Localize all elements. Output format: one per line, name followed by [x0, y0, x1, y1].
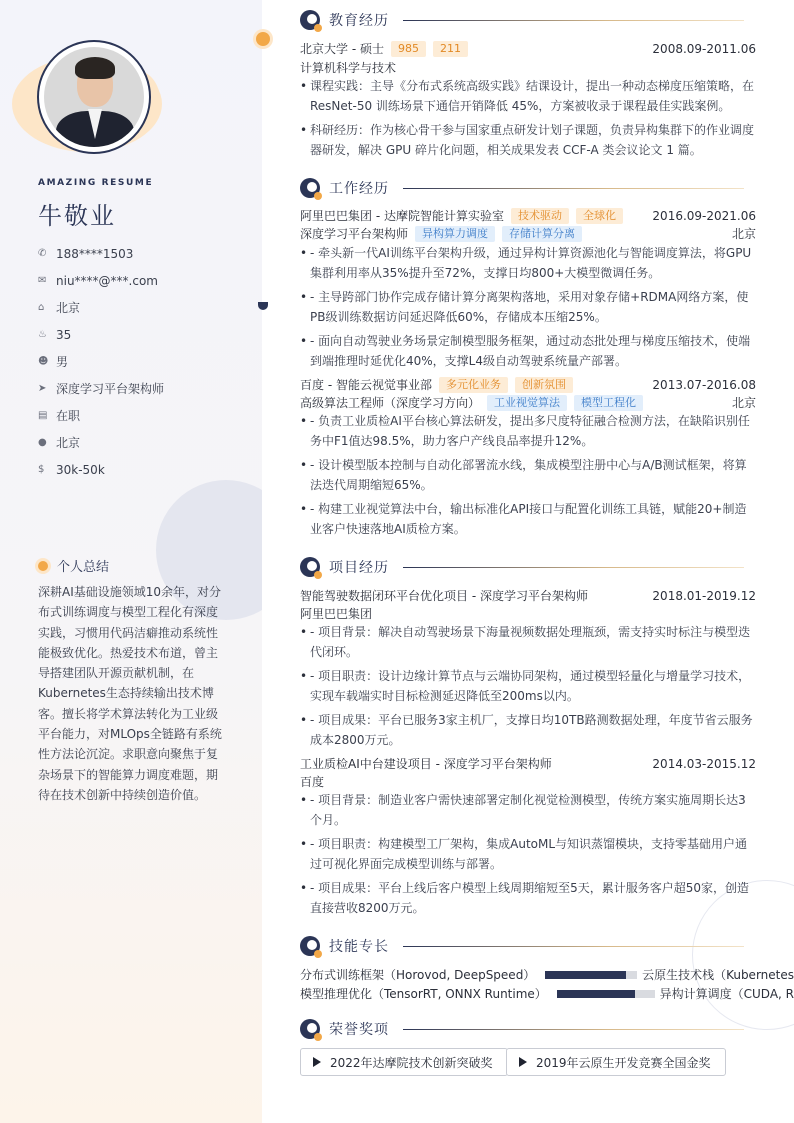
skill-name: 模型推理优化（TensorRT, ONNX Runtime）: [300, 987, 547, 1001]
list-item: • 课程实践：主导《分布式系统高级实践》结课设计，提出一种动态梯度压缩策略，在ResNet-50 训练场景下通信开销降低 45%，方案被收录于课程最佳实践案例。: [300, 76, 756, 116]
resume-tagline: AMAZING RESUME: [38, 178, 154, 188]
section-icon: [300, 936, 320, 956]
info-position: [38, 375, 164, 402]
summary-heading: [38, 556, 109, 575]
education-major-row: [300, 59, 756, 76]
section-divider: [403, 20, 744, 21]
info-text: niu****@***.com: [56, 273, 158, 288]
project-name-row: [300, 587, 756, 604]
summary-text: 深耕AI基础设施领域10余年，对分布式训练调度与模型工程化有深度实践，习惯用代码洁癖推动系统性能极致优化。热爱技术布道，曾主导搭建团队开源贡献机制，在Kubernetes生态持续输出技术博客。擅长将学术算法转化为工业级平台能力，对MLOps全链路有系统性方法论沉淀。求职意向聚焦于复杂场景下的智能算力调度难题，期待在技术创新中持续创造价值。: [38, 585, 222, 802]
phone-icon: ✆: [38, 248, 47, 259]
list-item: • - 设计模型版本控制与自动化部署流水线，集成模型注册中心与A/B测试框架，将算法迭代周期缩短65%。: [300, 455, 756, 495]
company-name: 百度 - 智能云视觉事业部: [300, 378, 432, 392]
job-period: 2013.07-2016.08: [652, 377, 756, 392]
cake-icon: ♨: [38, 329, 47, 340]
tag-badge: 模型工程化: [574, 395, 643, 411]
section-awards-header: [300, 1019, 744, 1039]
list-item: • - 主导跨部门协作完成存储计算分离架构落地，采用对象存储+RDMA网络方案，使PB级训练数据访问延迟降低60%，存储成本压缩25%。: [300, 287, 756, 327]
skill-level-fill: [557, 990, 635, 998]
company-name: 阿里巴巴集团 - 达摩院智能计算实验室: [300, 209, 504, 223]
job-role: 高级算法工程师（深度学习方向）: [300, 396, 481, 410]
major: 计算机科学与技术: [300, 61, 397, 75]
list-item: • - 项目职责：构建模型工厂架构，集成AutoML与知识蒸馏模块，支持零基础用户通过可视化界面完成模型训练与部署。: [300, 834, 756, 874]
section-title: 荣誉奖项: [329, 1022, 389, 1038]
info-status: [38, 402, 164, 429]
project-org-row: [300, 773, 756, 790]
list-item: • - 项目背景：制造业客户需快速部署定制化视觉检测模型，传统方案实施周期长达3个月。: [300, 790, 756, 830]
section-title: 项目经历: [329, 560, 389, 576]
mail-icon: ✉: [38, 275, 47, 286]
list-item: • - 负责工业质检AI平台核心算法研发，提出多尺度特征融合检测方法，在缺陷识别任务中F1值达98.5%，助力客户产线良品率提升12%。: [300, 411, 756, 451]
info-text: 在职: [56, 409, 81, 423]
list-item: • - 项目成果：平台已服务3家主机厂，支撑日均10TB路测数据处理，年度节省云服务成本2800万元。: [300, 710, 756, 750]
info-phone: [38, 240, 164, 267]
info-text: 30k-50k: [56, 462, 105, 477]
tag-badge: 技术驱动: [511, 208, 569, 224]
job-role-row: [300, 225, 756, 242]
section-title: 工作经历: [329, 181, 389, 197]
list-item: • - 面向自动驾驶业务场景定制模型服务框架，通过动态批处理与梯度压缩技术，使端到端推理时延优化40%，支撑L4级自动驾驶系统量产部署。: [300, 331, 756, 371]
award-text: 2019年云原生开发竞赛全国金奖: [536, 1055, 711, 1070]
tag-badge: 工业视觉算法: [487, 395, 567, 411]
list-item: • - 项目背景：解决自动驾驶场景下海量视频数据处理瓶颈，需支持实时标注与模型迭代闭环。: [300, 622, 756, 662]
tag-badge: 存储计算分离: [502, 226, 582, 242]
candidate-name: 牛敬业: [38, 202, 116, 230]
project-bullets: [300, 622, 756, 754]
decorative-dot: [258, 302, 268, 310]
tag-badge: 多元化业务: [439, 377, 508, 393]
play-icon: [519, 1057, 527, 1067]
award-item: [300, 1048, 508, 1076]
section-skills-header: [300, 936, 744, 956]
list-item: • - 项目职责：设计边缘计算节点与云端协同架构，通过模型轻量化与增量学习技术，实现车载端实时目标检测延迟降低至200ms以内。: [300, 666, 756, 706]
bullet-dot-icon: [38, 561, 48, 571]
info-location: [38, 429, 164, 456]
info-text: 北京: [56, 436, 81, 450]
project-name: 工业质检AI中台建设项目 - 深度学习平台架构师: [300, 757, 552, 771]
summary-heading-text: 个人总结: [57, 560, 110, 575]
section-divider: [403, 1029, 744, 1030]
tag-badge: 全球化: [576, 208, 623, 224]
job-city: 北京: [731, 227, 756, 241]
info-salary: [38, 456, 164, 483]
location-icon: ●: [38, 437, 47, 448]
project-org: 阿里巴巴集团: [300, 607, 373, 621]
list-item: • 科研经历：作为核心骨干参与国家重点研发计划子课题，负责异构集群下的作业调度器研发，解决 GPU 碎片化问题，相关成果发表 CCF-A 类会议论文 1 篇。: [300, 120, 756, 160]
skill-row: [300, 966, 794, 983]
list-item: • - 构建工业视觉算法中台，输出标准化API接口与配置化训练工具链，赋能20+制造业客户快速落地AI质检方案。: [300, 499, 756, 539]
job-company-row: [300, 376, 756, 393]
info-text: 188****1503: [56, 246, 134, 261]
section-title: 技能专长: [329, 939, 389, 955]
section-icon: [300, 1019, 320, 1039]
skill-row: [300, 985, 794, 1002]
info-text: 35: [56, 327, 72, 342]
info-text: 男: [56, 355, 69, 369]
tag-badge: 创新氛围: [515, 377, 573, 393]
section-title: 教育经历: [329, 13, 389, 29]
project-name-row: [300, 755, 756, 772]
section-work-header: [300, 178, 744, 198]
skill-name: 云原生技术栈（Kubernetes: [642, 968, 794, 982]
list-item: • - 牵头新一代AI训练平台架构升级，通过异构计算资源池化与智能调度算法，将GPU集群利用率从35%提升至72%，支撑日均800+大模型微调任务。: [300, 243, 756, 283]
send-icon: ➤: [38, 383, 47, 394]
job-period: 2016.09-2021.06: [652, 208, 756, 223]
job-role-row: [300, 394, 756, 411]
info-gender: [38, 348, 164, 375]
info-hometown: [38, 294, 164, 321]
briefcase-icon: ▤: [38, 410, 48, 421]
salary-icon: $: [38, 464, 45, 475]
section-icon: [300, 178, 320, 198]
avatar-frame: [37, 40, 151, 154]
section-icon: [300, 10, 320, 30]
play-icon: [313, 1057, 321, 1067]
tag-badge: 异构算力调度: [415, 226, 495, 242]
award-item: [506, 1048, 726, 1076]
avatar: [44, 47, 144, 147]
section-icon: [300, 557, 320, 577]
home-icon: ⌂: [38, 302, 45, 313]
contact-info-list: [38, 240, 164, 483]
section-projects-header: [300, 557, 744, 577]
project-name: 智能驾驶数据闭环平台优化项目 - 深度学习平台架构师: [300, 589, 588, 603]
project-period: 2018.01-2019.12: [652, 588, 756, 603]
section-education-header: [300, 10, 744, 30]
skill-name: 异构计算调度（CUDA, R: [659, 987, 794, 1001]
education-period: 2008.09-2011.06: [652, 41, 756, 56]
section-divider: [403, 946, 744, 947]
info-text: 深度学习平台架构师: [56, 382, 165, 396]
section-divider: [403, 188, 744, 189]
skill-level-fill: [545, 971, 626, 979]
education-bullets: [300, 76, 756, 164]
award-text: 2022年达摩院技术创新突破奖: [330, 1055, 493, 1070]
education-school-row: [300, 40, 756, 57]
project-period: 2014.03-2015.12: [652, 756, 756, 771]
skill-level-bar: [545, 971, 637, 979]
job-company-row: [300, 207, 756, 224]
info-text: 北京: [56, 301, 81, 315]
section-divider: [403, 567, 744, 568]
info-email: [38, 267, 164, 294]
tag-badge: 985: [391, 41, 426, 57]
info-age: [38, 321, 164, 348]
project-org: 百度: [300, 775, 325, 789]
job-role: 深度学习平台架构师: [300, 227, 409, 241]
project-bullets: [300, 790, 756, 922]
decorative-dot: [256, 32, 270, 46]
list-item: • - 项目成果：平台上线后客户模型上线周期缩短至5天，累计服务客户超50家，创造直接营收8200万元。: [300, 878, 756, 918]
job-bullets: [300, 411, 756, 543]
skill-level-bar: [557, 990, 655, 998]
skill-name: 分布式训练框架（Horovod, DeepSpeed）: [300, 968, 536, 982]
job-city: 北京: [731, 396, 756, 410]
school-name: 北京大学 - 硕士: [300, 42, 384, 56]
tag-badge: 211: [433, 41, 468, 57]
job-bullets: [300, 243, 756, 375]
project-org-row: [300, 605, 756, 622]
sidebar: [0, 0, 262, 1123]
gender-icon: ☻: [38, 356, 49, 367]
